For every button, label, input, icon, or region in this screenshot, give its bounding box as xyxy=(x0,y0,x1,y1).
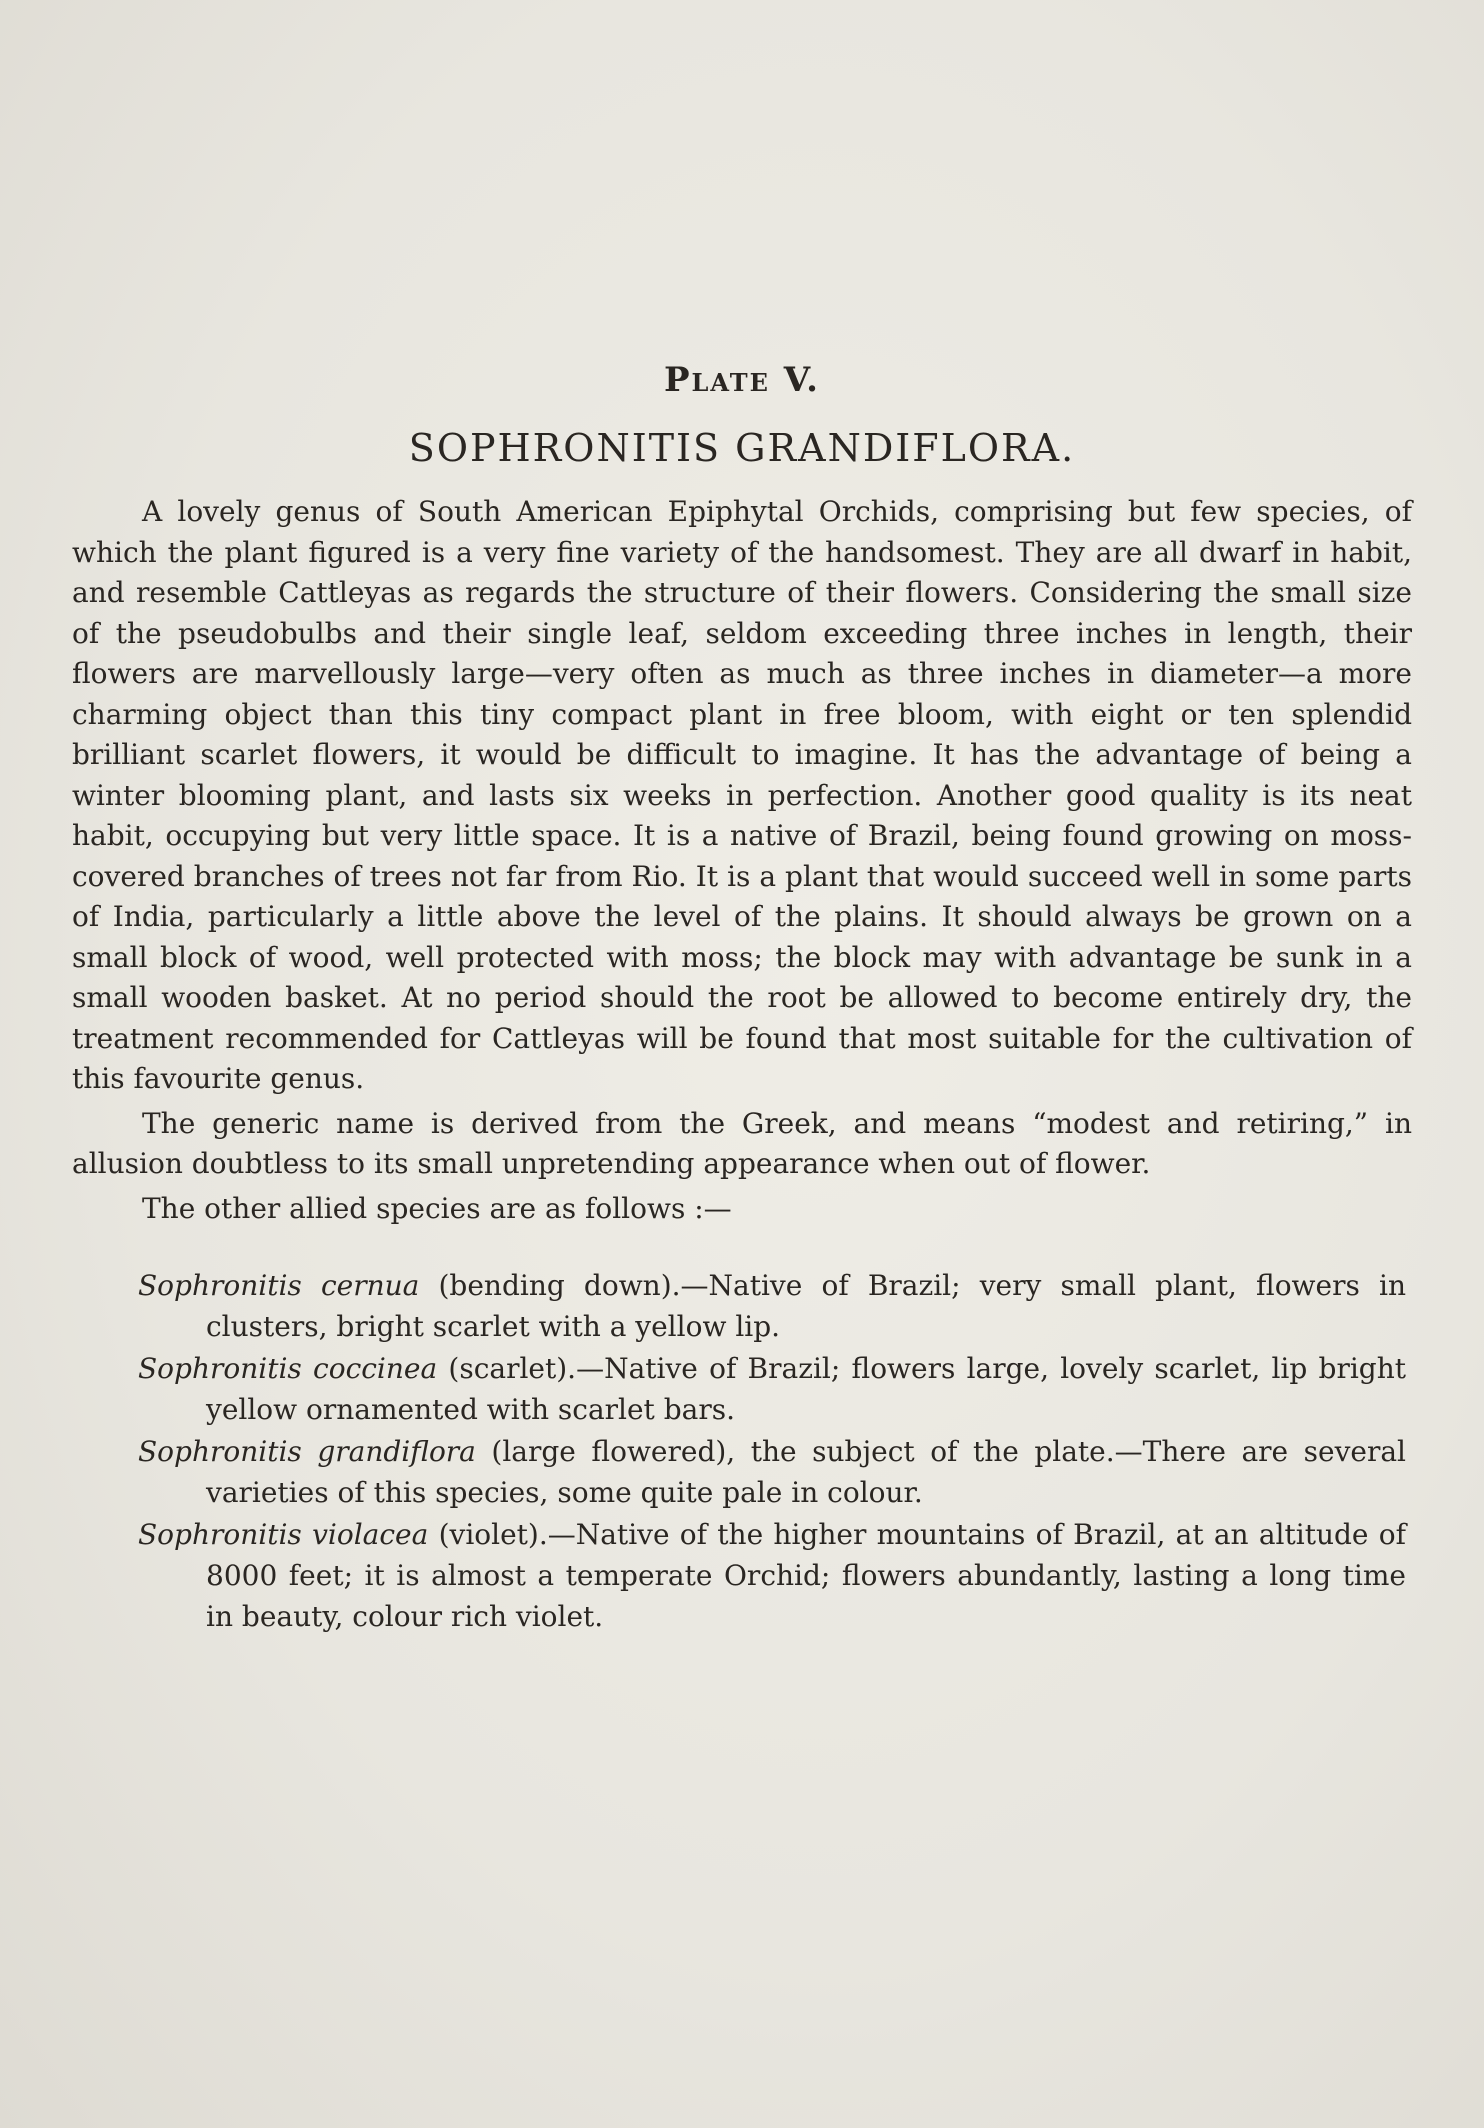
species-entry-coccinea xyxy=(138,1348,1406,1430)
species-entry-grandiflora xyxy=(138,1431,1406,1513)
body-paragraph-description: A lovely genus of South American Epiphytal Orchids, comprising but few species, of which the plant figured is a very fine variety of the handsomest. They are all dwarf in habit, and resemble Cattleyas as regards the structure of their flowers. Considering the small size of the pseudobulbs and their single leaf, seldom exceeding three inches in length, their flowers are marvellously large—very often as much as three inches in diameter—a more charming object than this tiny compact plant in free bloom, with eight or ten splendid brilliant scarlet flowers, it would be difficult to imagine. It has the advantage of being a winter blooming plant, and lasts six weeks in perfection. Another good quality is its neat habit, occupying but very little space. It is a native of Brazil, being found growing on moss-covered branches of trees not far from Rio. It is a plant that would succeed well in some parts of India, particularly a little above the level of the plains. It should always be grown on a small block of wood, well protected with moss; the block may with advantage be sunk in a small wooden basket. At no period should the root be allowed to become entirely dry, the treatment recommended for Cattleyas will be found that most suitable for the cultivation of this favourite genus. xyxy=(72,495,1412,1095)
species-name: Sophronitis grandiflora xyxy=(138,1435,476,1468)
species-name: Sophronitis coccinea xyxy=(138,1352,438,1385)
page-content xyxy=(72,360,1412,1638)
species-name: Sophronitis violacea xyxy=(138,1518,429,1551)
species-description: (bending down).—Native of Brazil; very small plant, flowers in clusters, bright scarlet with a yellow lip. xyxy=(206,1269,1406,1343)
species-name: Sophronitis cernua xyxy=(138,1269,420,1302)
species-entry-cernua xyxy=(138,1265,1406,1347)
species-list xyxy=(72,1265,1412,1637)
plate-number: Plate V. xyxy=(663,360,820,400)
species-entry-violacea xyxy=(138,1514,1406,1637)
species-description: (scarlet).—Native of Brazil; flowers large, lovely scarlet, lip bright yellow ornamented with scarlet bars. xyxy=(206,1352,1406,1426)
species-description: (violet).—Native of the higher mountains of Brazil, at an altitude of 8000 feet; it is almost a temperate Orchid; flowers abundantly, lasting a long time in beauty, colour rich violet. xyxy=(206,1518,1406,1633)
body-paragraph-allied-intro: The other allied species are as follows :— xyxy=(142,1191,732,1225)
plate-title: SOPHRONITIS GRANDIFLORA. xyxy=(408,426,1076,470)
body-paragraph-etymology: The generic name is derived from the Greek, and means “modest and retiring,” in allusion doubtless to its small unpretending appearance when out of flower. xyxy=(72,1106,1412,1180)
species-description: (large flowered), the subject of the plate.—There are several varieties of this species, some quite pale in colour. xyxy=(206,1435,1406,1509)
